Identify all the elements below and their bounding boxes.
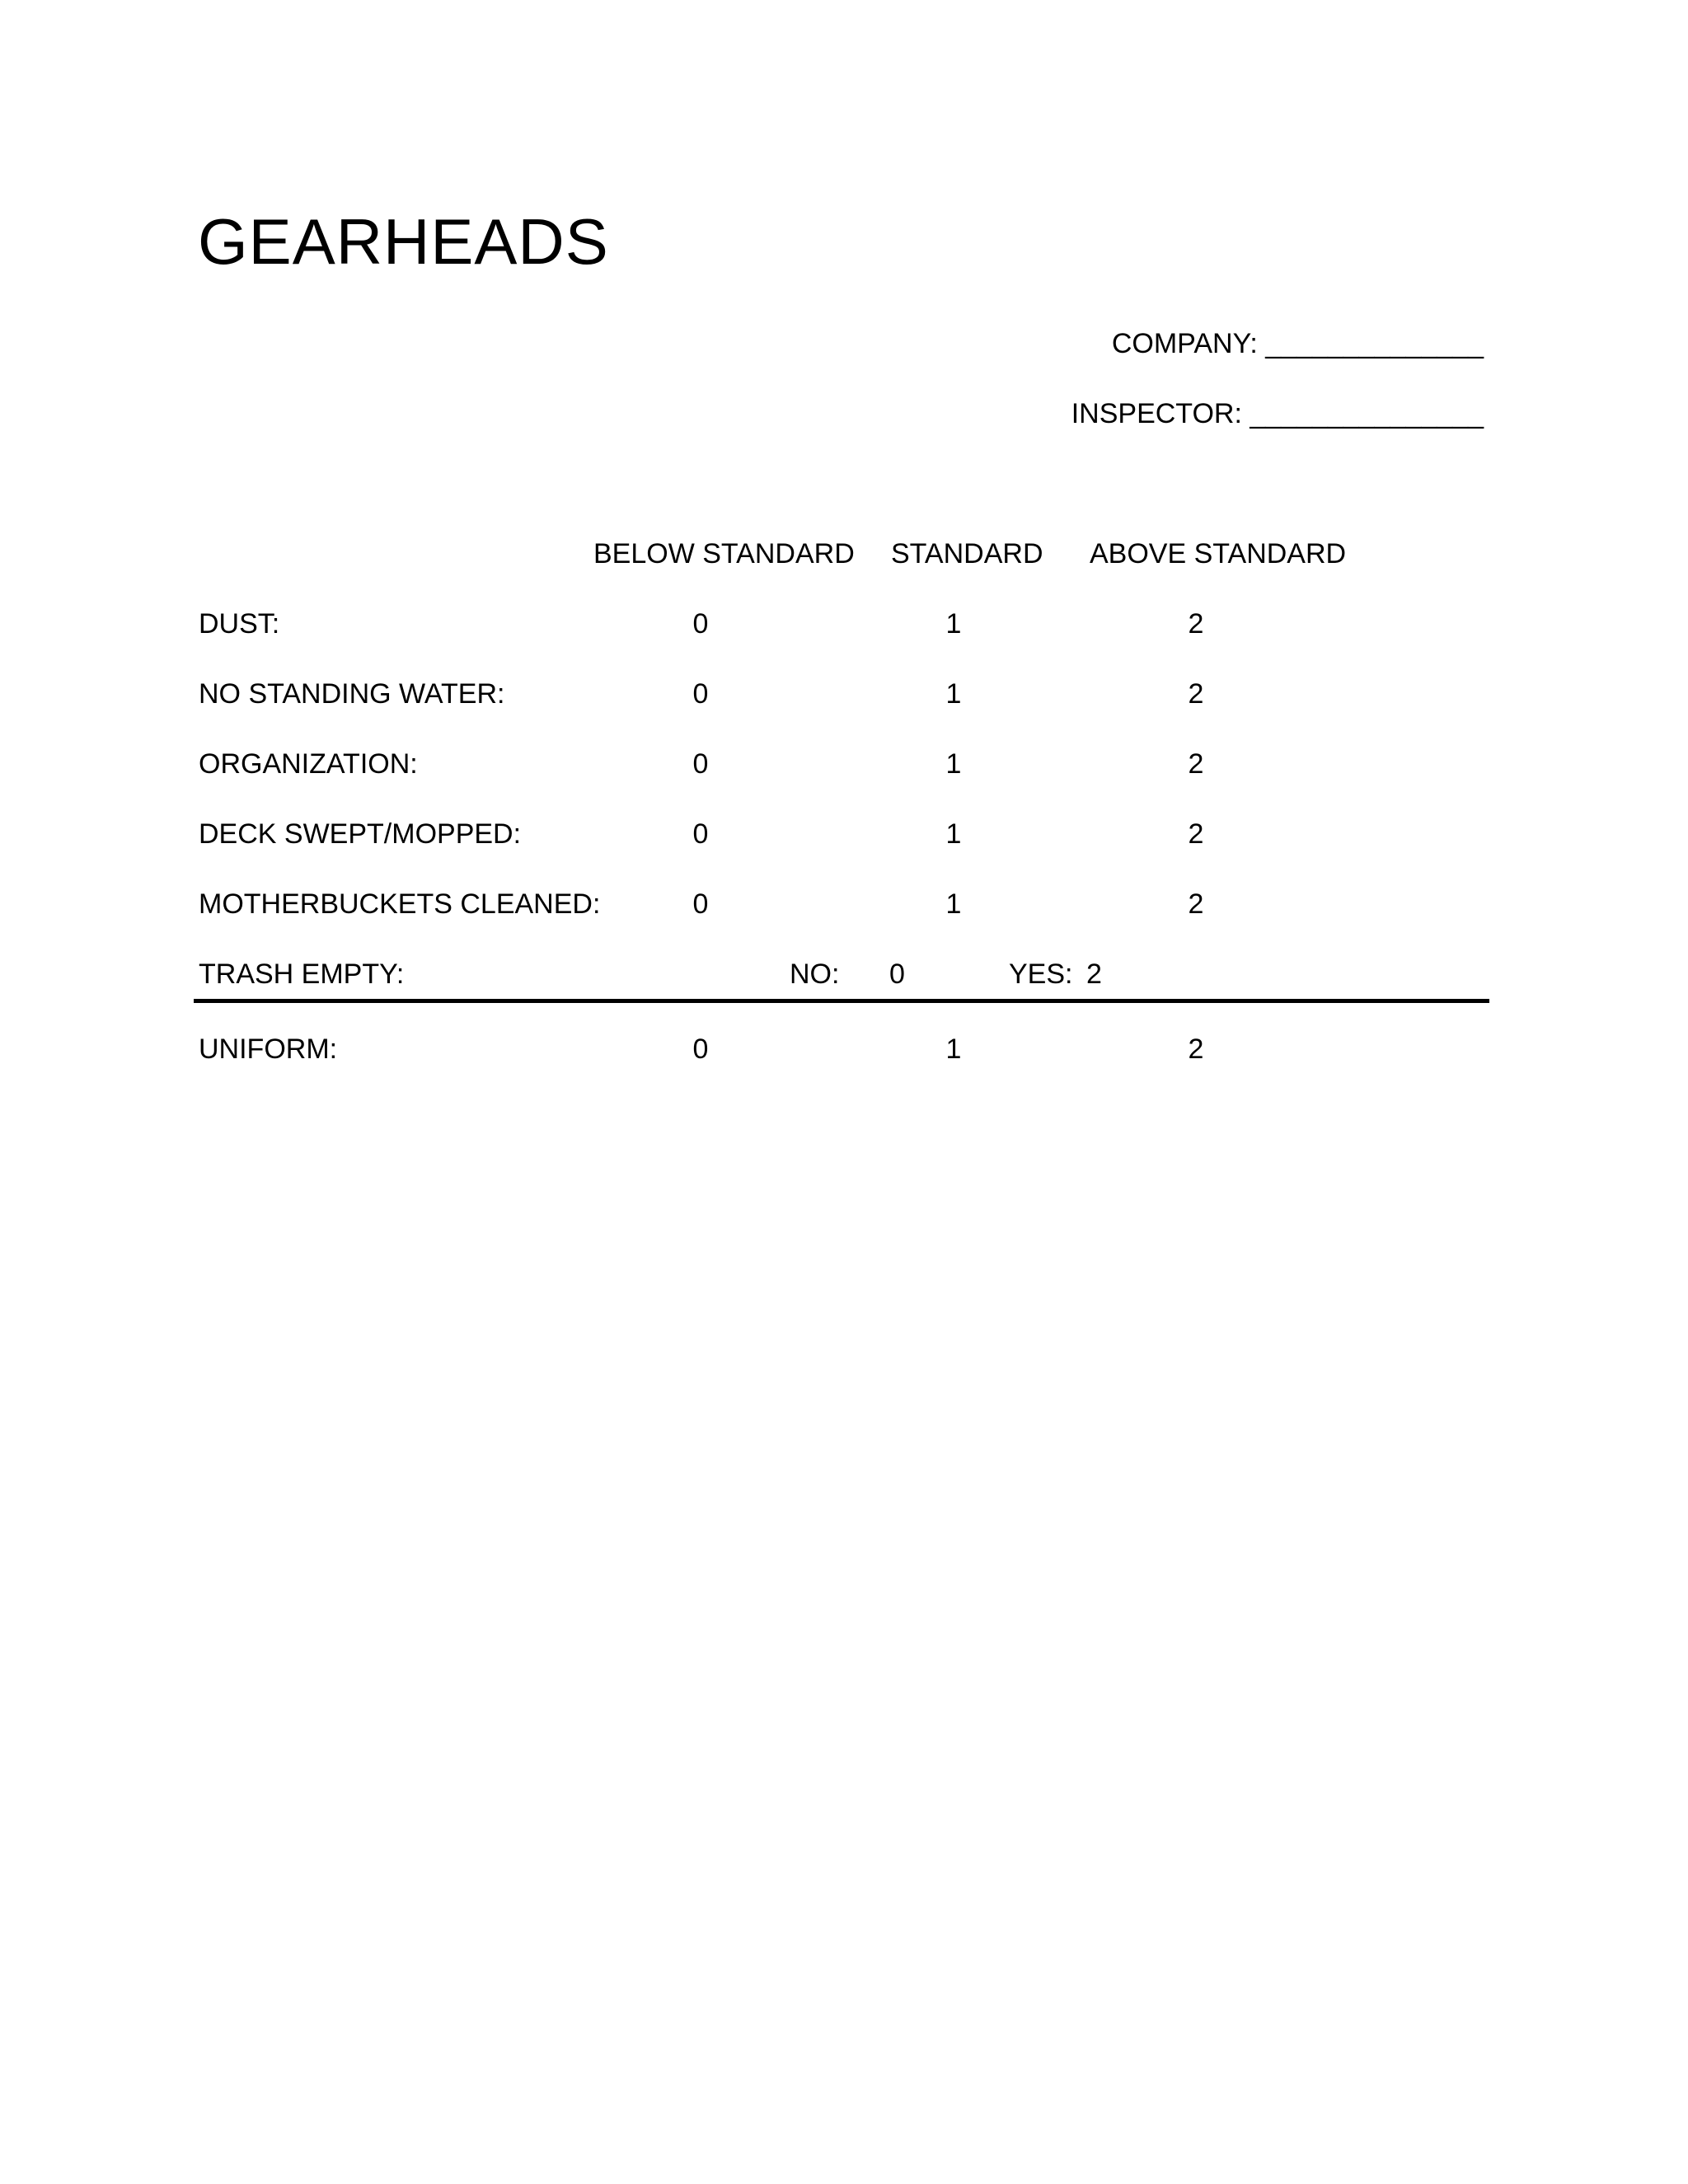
row-label: MOTHERBUCKETS CLEANED: <box>199 888 601 920</box>
row-label: ORGANIZATION: <box>199 748 418 780</box>
yes-label: YES: <box>1009 958 1073 990</box>
section-divider <box>194 999 1489 1003</box>
score-above: 2 <box>1188 608 1204 640</box>
inspector-field: INSPECTOR: _______________ <box>1071 398 1484 429</box>
score-below: 0 <box>692 818 709 850</box>
score-standard: 1 <box>945 608 962 640</box>
score-standard: 1 <box>945 748 962 780</box>
score-above: 2 <box>1188 888 1204 920</box>
no-label: NO: <box>790 958 840 990</box>
score-standard: 1 <box>945 1033 962 1065</box>
score-below: 0 <box>692 608 709 640</box>
row-label: NO STANDING WATER: <box>199 678 505 710</box>
header-standard: STANDARD <box>891 538 1043 569</box>
row-label: UNIFORM: <box>199 1033 338 1065</box>
score-below: 0 <box>692 1033 709 1065</box>
score-below: 0 <box>692 748 709 780</box>
company-field: COMPANY: ______________ <box>1111 328 1484 359</box>
score-below: 0 <box>692 678 709 710</box>
score-standard: 1 <box>945 818 962 850</box>
row-label: DECK SWEPT/MOPPED: <box>199 818 522 850</box>
score-above: 2 <box>1188 1033 1204 1065</box>
yes-value: 2 <box>1086 958 1102 990</box>
score-below: 0 <box>692 888 709 920</box>
score-standard: 1 <box>945 888 962 920</box>
header-below-standard: BELOW STANDARD <box>593 538 855 569</box>
row-label: DUST: <box>199 608 280 640</box>
row-label: TRASH EMPTY: <box>199 958 405 990</box>
score-above: 2 <box>1188 748 1204 780</box>
score-above: 2 <box>1188 678 1204 710</box>
score-standard: 1 <box>945 678 962 710</box>
no-value: 0 <box>889 958 905 990</box>
document-title: GEARHEADS <box>198 205 609 278</box>
header-above-standard: ABOVE STANDARD <box>1090 538 1347 569</box>
score-above: 2 <box>1188 818 1204 850</box>
